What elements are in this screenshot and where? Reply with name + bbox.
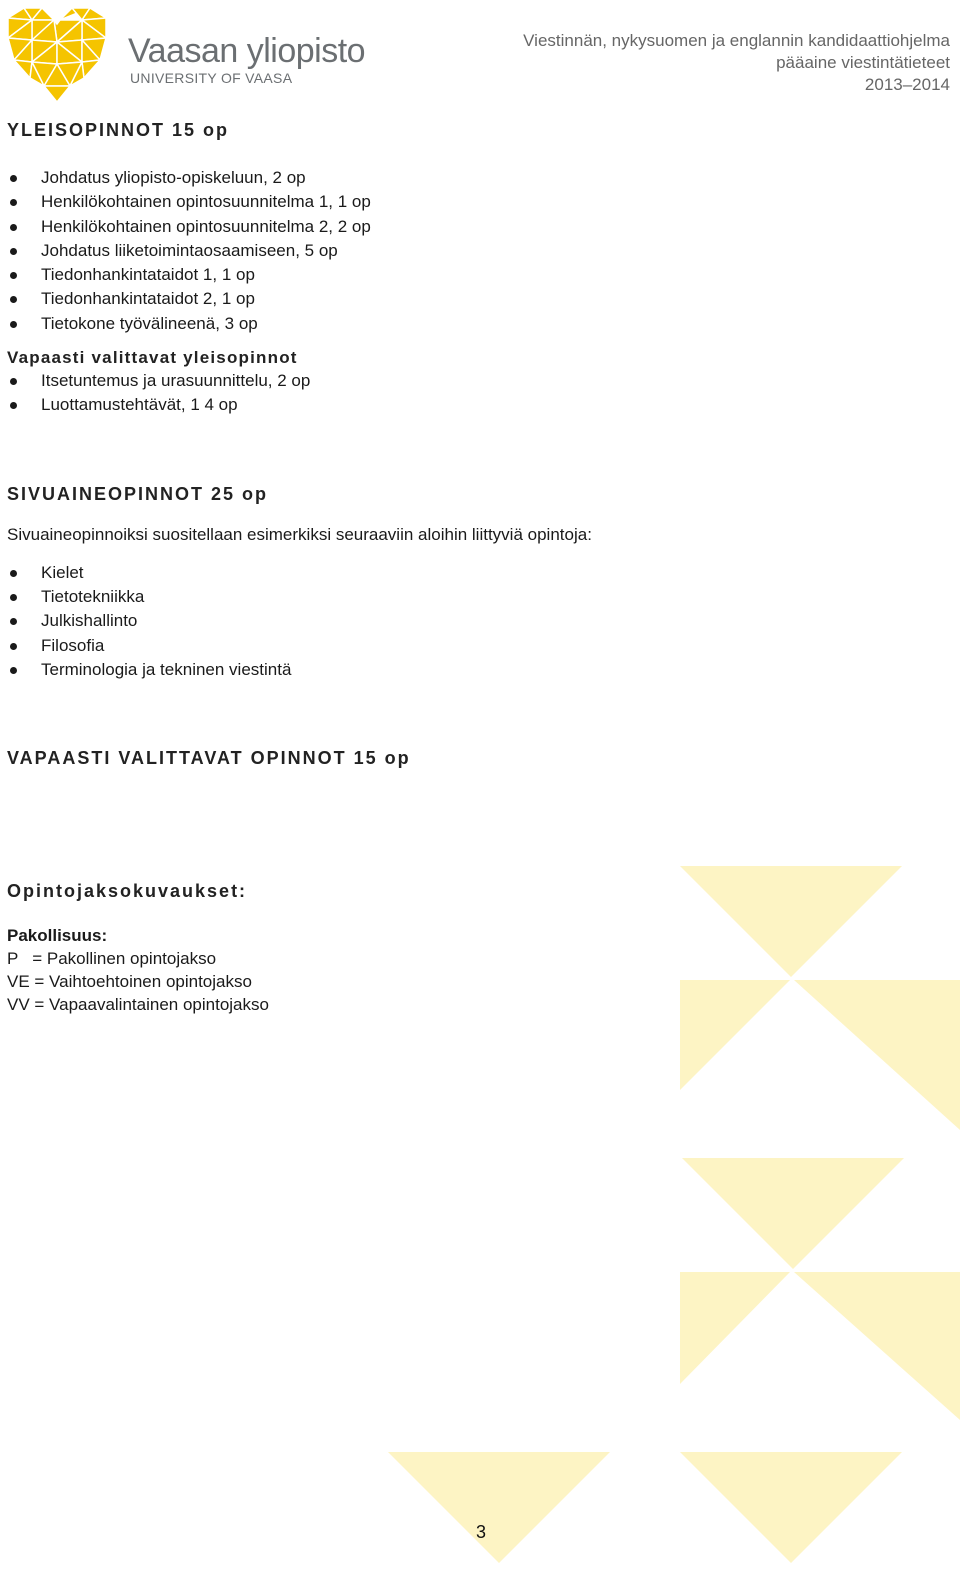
legend-line: P = Pakollinen opintojakso xyxy=(7,949,217,969)
pattern-triangle xyxy=(680,1452,902,1563)
logo-text-finnish: Vaasan yliopisto xyxy=(128,32,366,70)
program-name: Viestinnän, nykysuomen ja englannin kandidaattiohjelma xyxy=(523,31,950,50)
legend-title: Pakollisuus: xyxy=(7,926,108,946)
list-item: Tietotekniikka xyxy=(7,585,937,609)
list-item: Henkilökohtainen opintosuunnitelma 2, 2 op xyxy=(7,215,937,239)
list-item: Filosofia xyxy=(7,634,937,658)
university-logo xyxy=(6,6,406,106)
list-item: Johdatus yliopisto-opiskeluun, 2 op xyxy=(7,166,937,190)
list-item: Terminologia ja tekninen viestintä xyxy=(7,658,937,682)
legend-line: VV = Vapaavalintainen opintojakso xyxy=(7,995,269,1015)
heading-sivuaineopinnot: SIVUAINEOPINNOT 25 op xyxy=(7,483,269,504)
major-name: pääaine viestintätieteet xyxy=(776,53,950,72)
pattern-triangle xyxy=(680,1272,790,1384)
sivuaine-intro: Sivuaineopinnoiksi suositellaan esimerkiksi seuraaviin aloihin liittyviä opintoja: xyxy=(7,524,592,544)
main-content xyxy=(7,118,937,1016)
list-item: Tiedonhankintataidot 2, 1 op xyxy=(7,287,937,311)
pattern-triangle xyxy=(388,1452,610,1563)
pattern-triangle xyxy=(794,1272,960,1420)
list-item: Tietokone työvälineenä, 3 op xyxy=(7,312,937,336)
yleisopinnot-list xyxy=(7,166,937,336)
list-item: Henkilökohtainen opintosuunnitelma 1, 1 op xyxy=(7,190,937,214)
heading-vapaasti-valittavat: VAPAASTI VALITTAVAT OPINNOT 15 op xyxy=(7,748,411,769)
header-program-info xyxy=(523,30,950,96)
legend-line: VE = Vaihtoehtoinen opintojakso xyxy=(7,972,252,992)
page-number: 3 xyxy=(476,1522,487,1542)
list-item: Johdatus liiketoimintaosaamiseen, 5 op xyxy=(7,239,937,263)
sivuaine-list xyxy=(7,561,937,682)
heart-logo-icon xyxy=(6,6,108,104)
logo-text-english: UNIVERSITY OF VAASA xyxy=(130,70,293,86)
heading-opintojaksokuvaukset: Opintojaksokuvaukset: xyxy=(7,881,248,902)
list-item: Julkishallinto xyxy=(7,609,937,633)
list-item: Tiedonhankintataidot 1, 1 op xyxy=(7,263,937,287)
list-item: Luottamustehtävät, 1 4 op xyxy=(7,393,937,417)
vapaasti-yleisopinnot-list xyxy=(7,369,937,418)
heading-vapaasti-yleisopinnot: Vapaasti valittavat yleisopinnot xyxy=(7,348,298,368)
list-item: Kielet xyxy=(7,561,937,585)
heading-yleisopinnot: YLEISOPINNOT 15 op xyxy=(7,120,230,140)
pattern-triangle xyxy=(682,1158,904,1269)
academic-years: 2013–2014 xyxy=(864,75,950,94)
list-item: Itsetuntemus ja urasuunnittelu, 2 op xyxy=(7,369,937,393)
